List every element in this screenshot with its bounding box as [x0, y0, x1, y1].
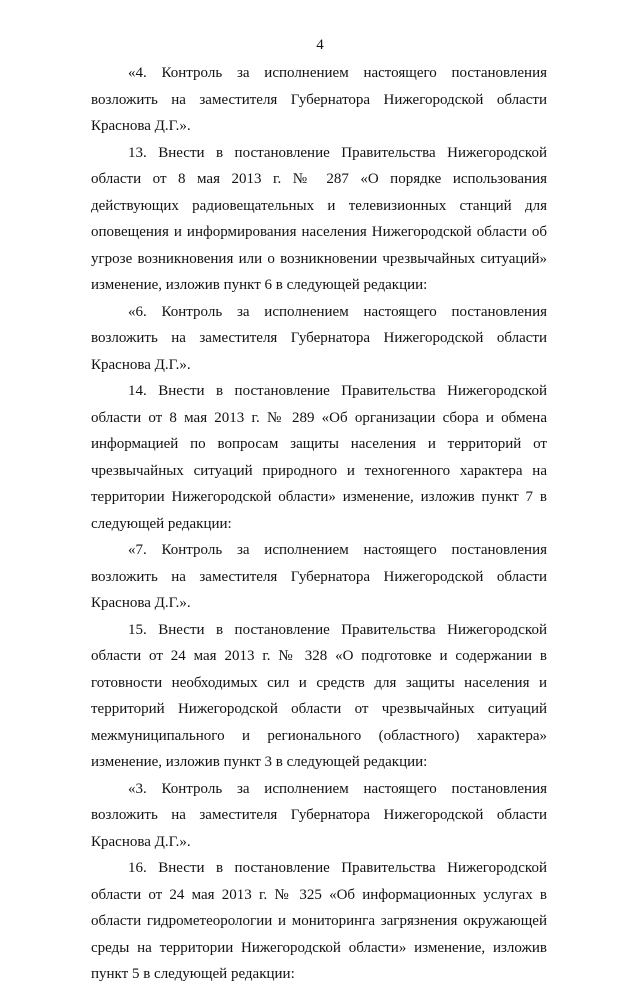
- paragraph-item-3-quote: «3. Контроль за исполнением настоящего постановления возложить на заместителя Губернатора Нижегородской области Краснова Д.Г.».: [91, 780, 547, 850]
- paragraph-item-6-quote: «6. Контроль за исполнением настоящего постановления возложить на заместителя Губернатора Нижегородской области Краснова Д.Г.».: [91, 303, 547, 373]
- page-number: 4: [316, 37, 324, 53]
- paragraph-16: 16. Внести в постановление Правительства Нижегородской области от 24 мая 2013 г. № 325 «Об информационных услугах в области гидрометеорологии и мониторинга загрязнения окружающей среды на территории Нижегородской области» изменение, изложив пункт 5 в следующей редакции:: [91, 860, 547, 982]
- paragraph-item-4-quote: «4. Контроль за исполнением настоящего постановления возложить на заместителя Губернатора Нижегородской области Краснова Д.Г.».: [91, 65, 547, 134]
- paragraph-item-7-quote: «7. Контроль за исполнением настоящего постановления возложить на заместителя Губернатора Нижегородской области Краснова Д.Г.».: [91, 542, 547, 611]
- document-body: [91, 60, 547, 988]
- paragraph-13: 13. Внести в постановление Правительства Нижегородской области от 8 мая 2013 г. № 287 «О порядке использования действующих радиовещательных и телевизионных станций для оповещения и информирования населения Нижегородской области об угрозе возникновения или о возникновении чрезвычайных ситуаций» изменение, изложив пункт 6 в следующей редакции:: [91, 144, 547, 293]
- paragraph-15: 15. Внести в постановление Правительства Нижегородской области от 24 мая 2013 г. № 328 «О подготовке и содержании в готовности необходимых сил и средств для защиты населения и территорий Нижегородской области от чрезвычайных ситуаций межмуниципального и регионального (областного) характера» изменение, изложив пункт 3 в следующей редакции:: [91, 621, 547, 770]
- paragraph-14: 14. Внести в постановление Правительства Нижегородской области от 8 мая 2013 г. № 289 «Об организации сбора и обмена информацией по вопросам защиты населения и территорий от чрезвычайных ситуаций природного и техногенного характера на территории Нижегородской области» изменение, изложив пункт 7 в следующей редакции:: [91, 383, 547, 532]
